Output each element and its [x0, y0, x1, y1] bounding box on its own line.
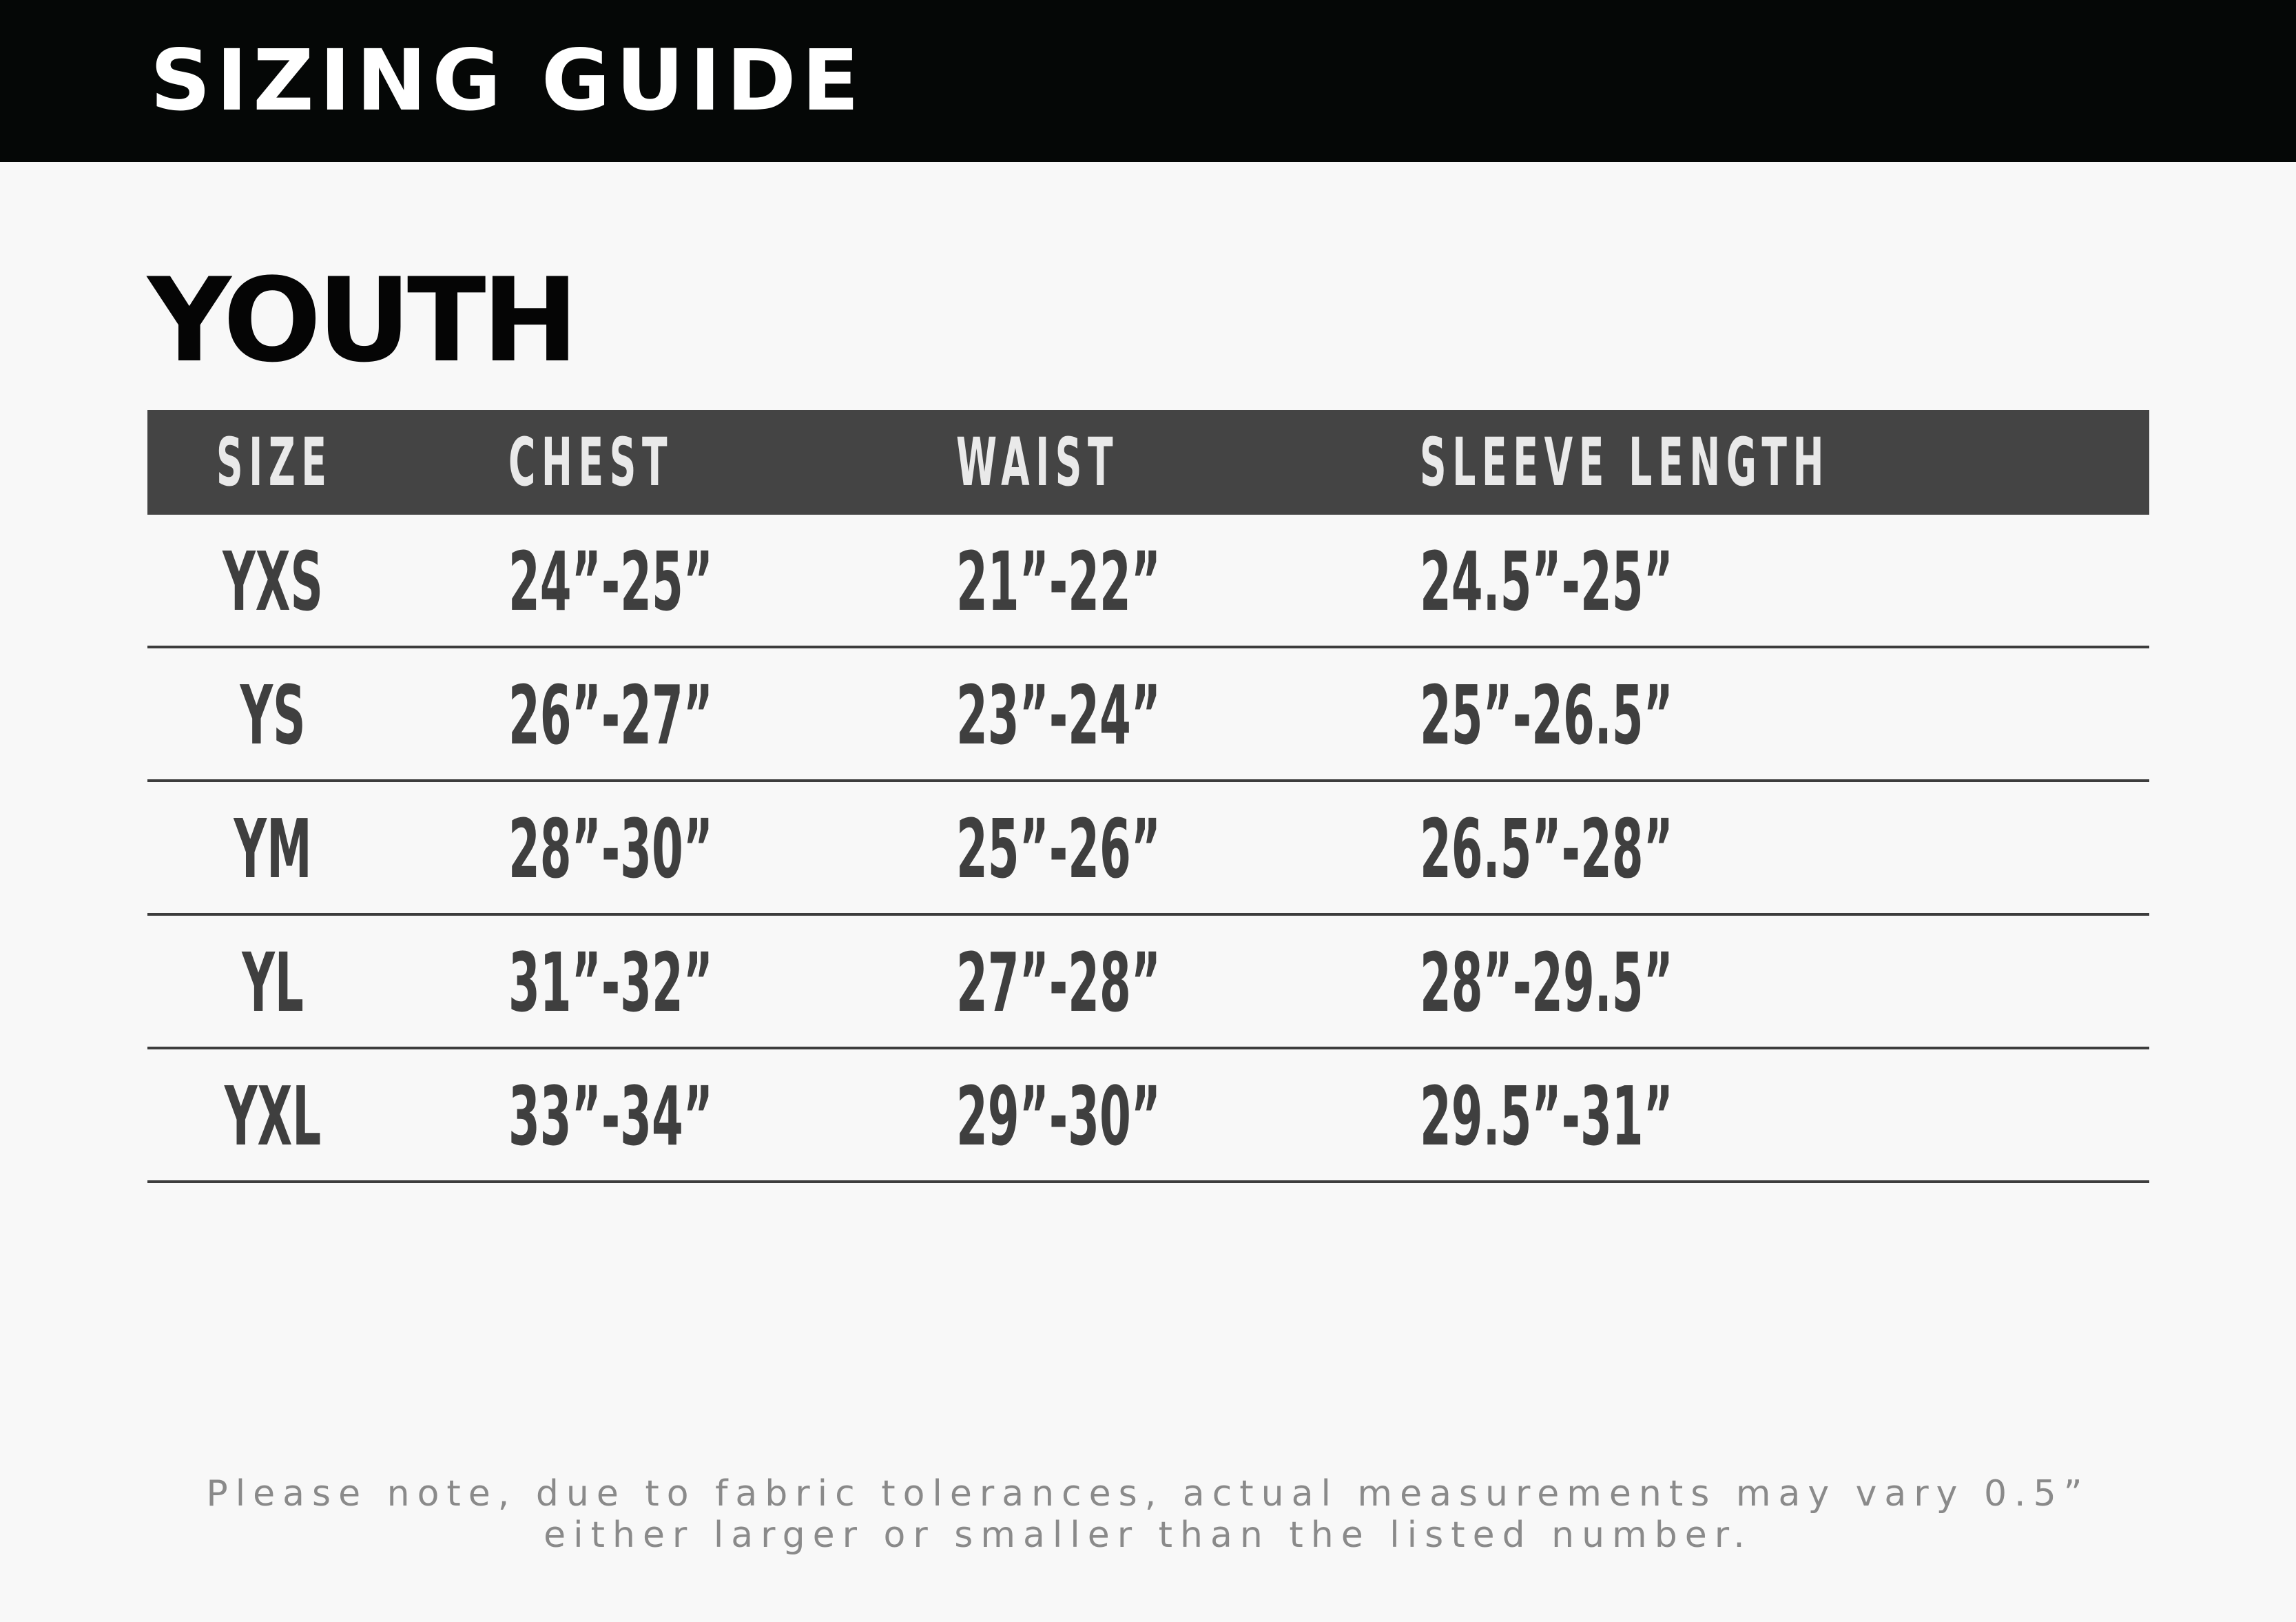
chest-cell: 33”-34” [508, 1069, 714, 1164]
column-header-size: SIZE [216, 424, 333, 501]
size-table [147, 410, 2149, 1183]
table-row [147, 1049, 2149, 1183]
table-row [147, 782, 2149, 916]
sleeve-cell: 24.5”-25” [1420, 534, 1673, 629]
table-row [147, 648, 2149, 782]
sleeve-cell: 26.5”-28” [1420, 801, 1673, 896]
column-header-sleeve-length: SLEEVE LENGTH [1420, 424, 1830, 501]
column-header-chest: CHEST [508, 424, 674, 501]
column-header-waist: WAIST [956, 424, 1119, 501]
table-row [147, 916, 2149, 1049]
note-line-1: Please note, due to fabric tolerances, actual measurements may vary 0.5” [206, 1473, 2090, 1515]
size-label: YM [234, 801, 312, 896]
waist-cell: 25”-26” [956, 801, 1161, 896]
chest-cell: 26”-27” [508, 668, 714, 763]
chest-cell: 28”-30” [508, 801, 714, 896]
waist-cell: 29”-30” [956, 1069, 1161, 1164]
disclaimer-note [0, 1473, 2296, 1556]
waist-cell: 27”-28” [956, 935, 1161, 1030]
chest-cell: 31”-32” [508, 935, 714, 1030]
chest-cell: 24”-25” [508, 534, 714, 629]
sleeve-cell: 29.5”-31” [1420, 1069, 1673, 1164]
page-title: SIZING GUIDE [150, 32, 865, 130]
header-bar [0, 0, 2296, 162]
size-label: YL [242, 935, 304, 1030]
table-row [147, 515, 2149, 648]
size-label: YS [240, 668, 306, 763]
size-label: YXL [224, 1069, 322, 1164]
waist-cell: 21”-22” [956, 534, 1161, 629]
waist-cell: 23”-24” [956, 668, 1161, 763]
table-header [147, 410, 2149, 515]
sleeve-cell: 28”-29.5” [1420, 935, 1673, 1030]
section-title: YOUTH [147, 253, 575, 388]
note-line-2: either larger or smaller than the listed number. [544, 1515, 1752, 1556]
size-label: YXS [223, 534, 323, 629]
sleeve-cell: 25”-26.5” [1420, 668, 1673, 763]
